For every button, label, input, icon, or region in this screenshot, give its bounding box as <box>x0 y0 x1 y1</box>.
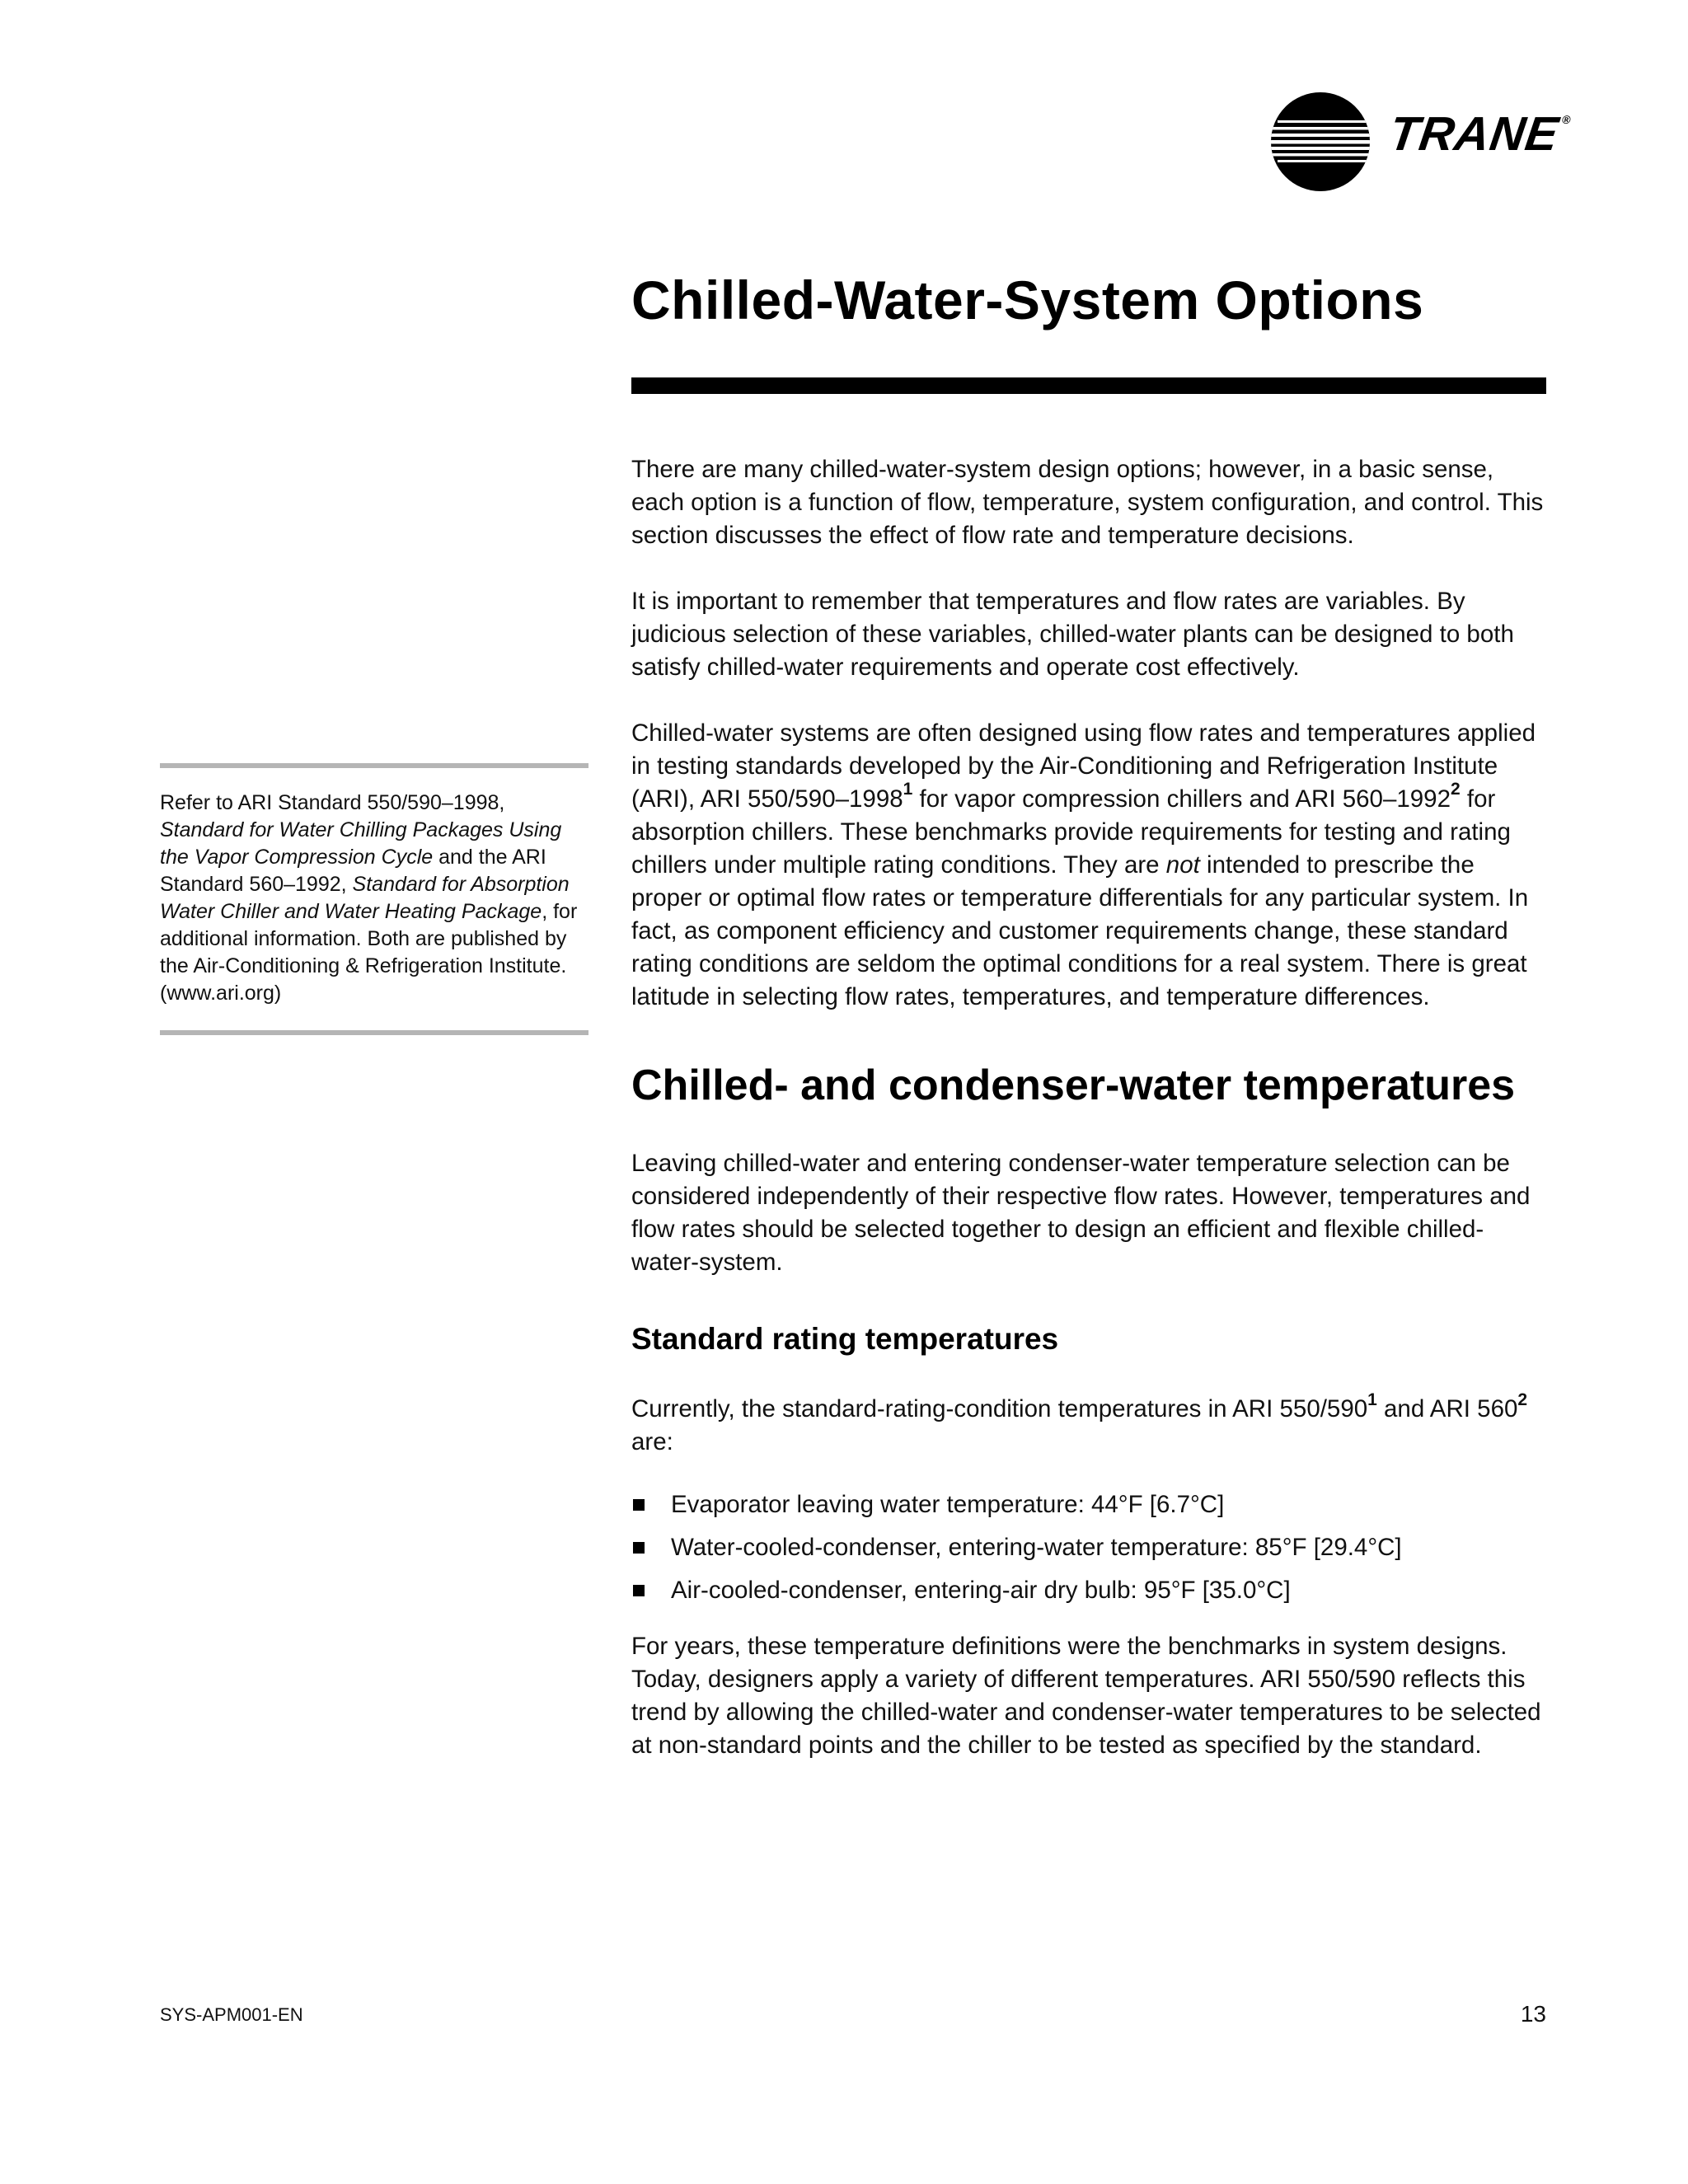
page-title: Chilled-Water-System Options <box>631 269 1424 330</box>
subsection-intro-a: Currently, the standard-rating-condition temperatures in ARI 550/590 <box>631 1395 1368 1423</box>
bullet-square-icon <box>633 1585 645 1596</box>
intro-paragraph-1: There are many chilled-water-system design options; however, in a basic sense, each option is a function of flow, temperature, system configuration, and control. This section discusses the effect of flow rate and temperature decisions. <box>631 456 1544 549</box>
intro-paragraph-2: It is important to remember that temperatures and flow rates are variables. By judicious selection of these variables, chilled-water plants can be designed to both satisfy chilled-water requirements and operate cost effectively. <box>631 588 1514 681</box>
list-item-text: Evaporator leaving water temperature: 44°F [6.7°C] <box>671 1491 1225 1519</box>
bullet-square-icon <box>633 1542 645 1554</box>
intro-p3-b: for vapor compression chillers and ARI 560–1992 <box>912 785 1451 813</box>
intro-p3-a: Chilled-water systems are often designed using flow rates and temperatures applied in testing standards developed by the Air-Conditioning and Refrigeration Institute (ARI), ARI 550/590–1998 <box>631 719 1536 813</box>
list-item <box>631 1488 1546 1521</box>
subsection-intro-b: and ARI 560 <box>1376 1395 1518 1423</box>
title-rule <box>631 377 1546 394</box>
closing-paragraph: For years, these temperature definitions were the benchmarks in system designs. Today, designers apply a variety of different temperatures. ARI 550/590 reflects this trend by allowing the chilled-water and condenser-water temperatures to be selected at non-standard points and the chiller to be tested as specified by the standard. <box>631 1633 1541 1760</box>
intro-paragraph-3 <box>631 717 1546 1014</box>
brand-wordmark <box>1386 107 1573 161</box>
section-paragraph: Leaving chilled-water and entering condenser-water temperature selection can be considered independently of their respective flow rates. However, temperatures and flow rates should be selected together to design an efficient and flexible chilled-water-system. <box>631 1149 1531 1276</box>
registered-mark: ® <box>1561 113 1573 126</box>
intro-p3-c: for absorption chillers. These benchmarks provide requirements for testing and rating chillers under multiple rating conditions. They are <box>631 785 1511 879</box>
section-heading: Chilled- and condenser-water temperatures <box>631 1062 1516 1109</box>
list-item <box>631 1531 1546 1564</box>
sidebar-top-rule <box>160 763 588 768</box>
subsection-heading: Standard rating temperatures <box>631 1321 1059 1356</box>
sidebar-italic-standard-560: Standard for Absorption Water Chiller and Water Heating Package <box>160 873 570 923</box>
trane-circle-logo-icon <box>1269 91 1372 193</box>
bullet-square-icon <box>633 1499 645 1511</box>
sidebar-text-b: and the ARI Standard 560–1992, <box>160 846 546 896</box>
footnote-ref-2: 2 <box>1450 780 1461 799</box>
intro-p3-emphasis: not <box>1165 851 1200 879</box>
sidebar-text-a: Refer to ARI Standard 550/590–1998, <box>160 791 505 814</box>
footnote-ref-1: 1 <box>903 780 913 799</box>
list-item <box>631 1574 1546 1607</box>
document-code: SYS-APM001-EN <box>160 2004 303 2025</box>
list-item-text: Water-cooled-condenser, entering-water temperature: 85°F [29.4°C] <box>671 1534 1402 1562</box>
rating-temperature-list <box>631 1488 1546 1607</box>
main-content <box>631 453 1546 1762</box>
list-item-text: Air-cooled-condenser, entering-air dry bulb: 95°F [35.0°C] <box>671 1577 1291 1605</box>
intro-p3-d: intended to prescribe the proper or optimal flow rates or temperature differentials for any particular system. In fact, as component efficiency and customer requirements change, these standard rating conditions are seldom the optimal conditions for a real system. There is great latitude in selecting flow rates, temperatures, and temperature differences. <box>631 851 1529 1010</box>
page-number: 13 <box>1520 2001 1546 2027</box>
sidebar-italic-standard-550: Standard for Water Chilling Packages Using the Vapor Compression Cycle <box>160 818 562 869</box>
footnote-ref-2b: 2 <box>1517 1390 1528 1409</box>
sidebar-text-c: , for additional information. Both are published by the Air-Conditioning & Refrigeration Institute. (www.ari.org) <box>160 900 578 1005</box>
sidebar-text <box>160 790 588 1007</box>
subsection-intro-c: are: <box>631 1428 673 1456</box>
subsection-intro <box>631 1390 1546 1459</box>
sidebar-note <box>160 763 588 1035</box>
footnote-ref-1b: 1 <box>1367 1390 1377 1409</box>
brand-name: TRANE <box>1386 107 1563 161</box>
sidebar-bottom-rule <box>160 1030 588 1035</box>
